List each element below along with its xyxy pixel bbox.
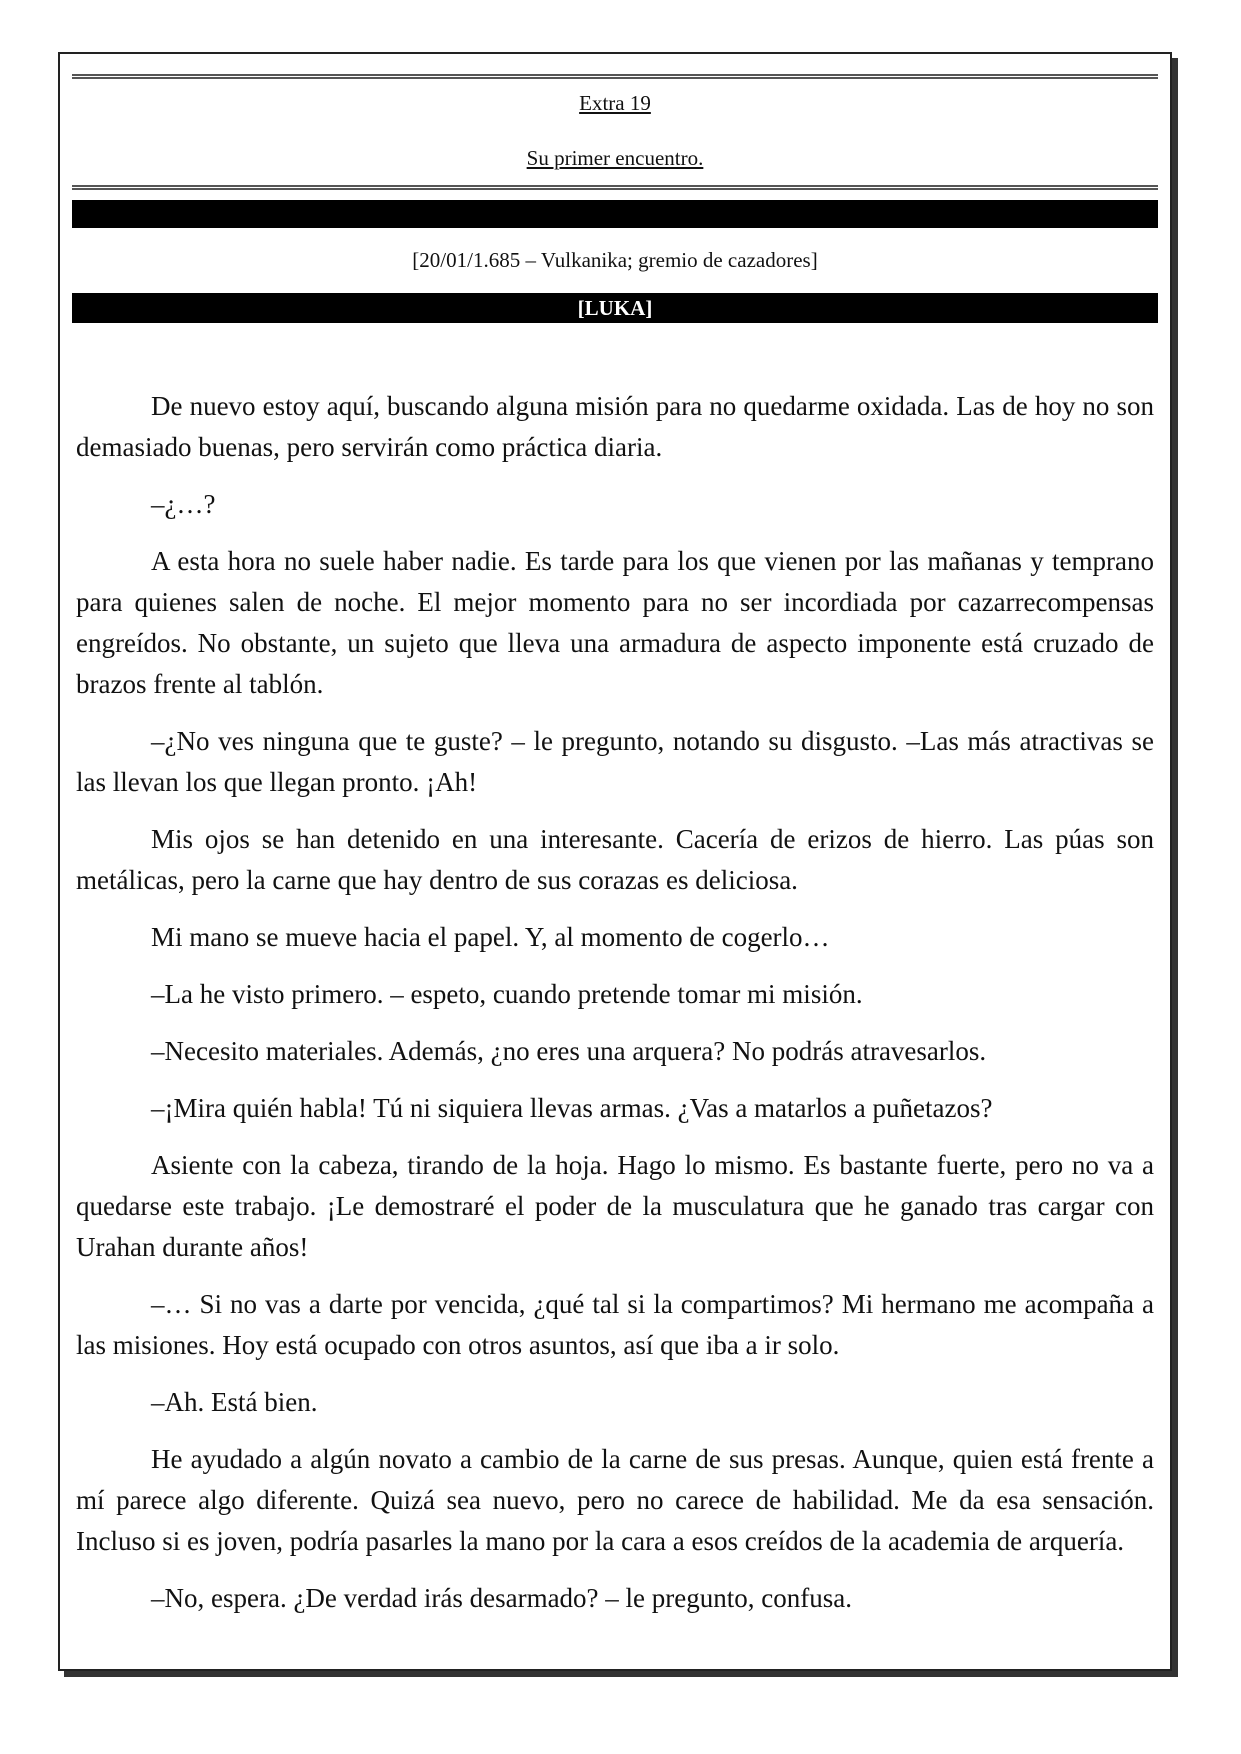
paragraph: A esta hora no suele haber nadie. Es tarde para los que vienen por las mañanas y temprano para quienes salen de noche. El mejor momento para no ser incordiada por cazarrecompensas engreídos. No obstante, un sujeto que lleva una armadura de aspecto imponente está cruzado de brazos frente al tablón. (76, 546, 1154, 699)
paragraph: –No, espera. ¿De verdad irás desarmado? – le pregunto, confusa. (151, 1583, 852, 1613)
speaker-label: [LUKA] (72, 293, 1158, 323)
paragraph: –Ah. Está bien. (151, 1387, 318, 1417)
paragraph: De nuevo estoy aquí, buscando alguna misión para no quedarme oxidada. Las de hoy no son demasiado buenas, pero servirán como práctica diaria. (76, 391, 1154, 462)
chapter-title: Extra 19 (579, 91, 651, 115)
paragraph: –… Si no vas a darte por vencida, ¿qué tal si la compartimos? Mi hermano me acompaña a las misiones. Hoy está ocupado con otros asuntos, así que iba a ir solo. (76, 1289, 1154, 1360)
paragraph: He ayudado a algún novato a cambio de la carne de sus presas. Aunque, quien está frente a mí parece algo diferente. Quizá sea nuevo, pero no carece de habilidad. Me da esa sensación. Incluso si es joven, podría pasarles la mano por la cara a esos creídos de la academia de arquería. (76, 1444, 1154, 1556)
separator-bar (72, 200, 1158, 228)
paragraph: Asiente con la cabeza, tirando de la hoja. Hago lo mismo. Es bastante fuerte, pero no va a quedarse este trabajo. ¡Le demostraré el poder de la musculatura que he ganado tras cargar con Urahan durante años! (76, 1150, 1154, 1262)
page-frame (58, 52, 1172, 1671)
paragraph: –¡Mira quién habla! Tú ni siquiera llevas armas. ¿Vas a matarlos a puñetazos? (151, 1093, 993, 1123)
paragraph: Mis ojos se han detenido en una interesante. Cacería de erizos de hierro. Las púas son metálicas, pero la carne que hay dentro de sus corazas es deliciosa. (76, 824, 1154, 895)
scene-location-date: [20/01/1.685 – Vulkanika; gremio de cazadores] (412, 248, 818, 272)
paragraph: –Necesito materiales. Además, ¿no eres una arquera? No podrás atravesarlos. (151, 1036, 987, 1066)
chapter-subtitle: Su primer encuentro. (526, 146, 704, 170)
paragraph: Mi mano se mueve hacia el papel. Y, al momento de cogerlo… (151, 922, 830, 952)
paragraph: –La he visto primero. – espeto, cuando pretende tomar mi misión. (151, 979, 863, 1009)
chapter-header (72, 74, 1158, 190)
paragraph: –¿…? (151, 489, 216, 519)
paragraph: –¿No ves ninguna que te guste? – le pregunto, notando su disgusto. –Las más atractivas se las llevan los que llegan pronto. ¡Ah! (76, 726, 1154, 797)
body-text (76, 386, 1154, 1635)
